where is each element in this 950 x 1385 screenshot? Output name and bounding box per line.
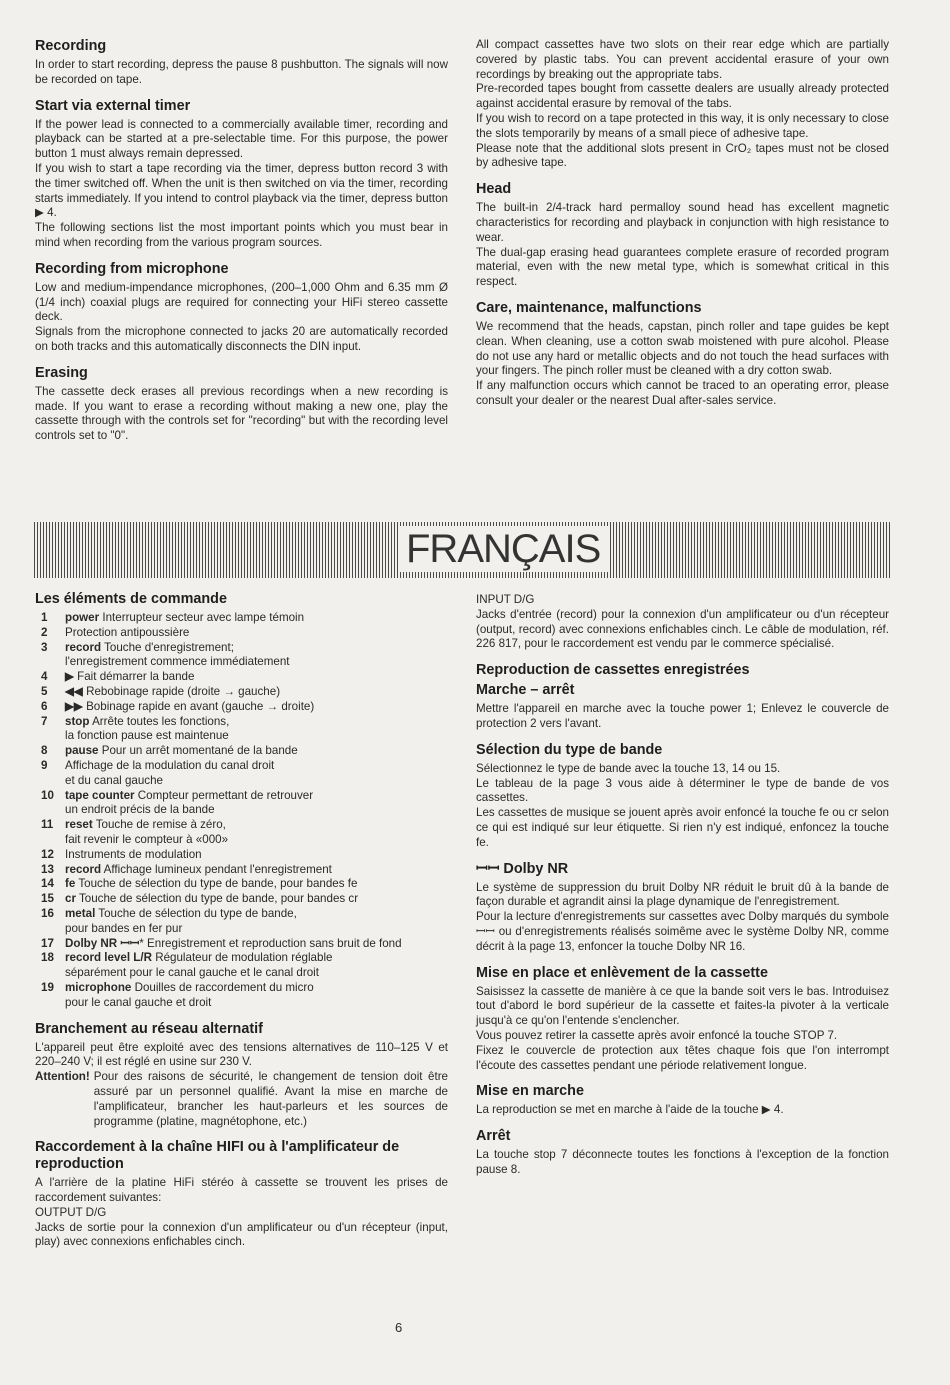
paragraph: INPUT D/G xyxy=(476,593,535,606)
paragraph: Mettre l'appareil en marche avec la touche power 1; Enlevez le couvercle de protection 2 vers l'avant. xyxy=(476,702,889,730)
control-desc: * Enregistrement et reproduction sans bruit de fond xyxy=(139,936,402,950)
controls-heading: Les éléments de commande xyxy=(35,591,227,607)
control-name: record level L/R xyxy=(65,951,152,965)
paragraph: The cassette deck erases all previous recordings when a new recording is made. If you want to erase a recording without making a new one, play the cassette through with the controls set for "recording" but with the recording level controls set to "0". xyxy=(35,384,448,443)
control-number: 8 xyxy=(41,744,48,758)
control-text xyxy=(65,892,448,907)
control-number: 6 xyxy=(41,699,48,713)
control-desc-cont: fait revenir le compteur à «000» xyxy=(65,832,229,846)
section-subheading: Marche – arrêt xyxy=(476,682,575,699)
control-text xyxy=(65,685,448,700)
paragraph: If any malfunction occurs which cannot be traced to an operating error, please consult your dealer or the nearest Dual after-sales service. xyxy=(476,379,889,407)
left-column-top xyxy=(35,38,448,454)
control-name: ▶▶ xyxy=(65,699,83,713)
control-name: fe xyxy=(65,877,76,891)
control-number: 1 xyxy=(41,611,48,624)
paragraph: Pre-recorded tapes bought from cassette dealers are usually already protected against accidental erasure by removal of the tabs. xyxy=(476,82,889,111)
control-number: 9 xyxy=(41,758,48,772)
section-heading: Mise en place et enlèvement de la cassette xyxy=(476,964,768,981)
section xyxy=(35,98,448,251)
paragraph: A l'arrière de la platine HiFi stéréo à cassette se trouvent les prises de raccordement suivantes: xyxy=(35,1176,448,1205)
control-number: 17 xyxy=(41,936,54,950)
control-item xyxy=(35,877,448,892)
control-text xyxy=(65,951,448,981)
section xyxy=(476,593,889,652)
control-name: reset xyxy=(65,818,93,832)
control-number: 10 xyxy=(41,788,54,802)
left-column-bottom xyxy=(35,591,448,1260)
attention-label: Attention! xyxy=(35,1070,90,1084)
control-name: Dolby NR ꟷꟷ xyxy=(65,936,140,950)
control-text xyxy=(65,848,448,863)
language-banner xyxy=(34,522,890,578)
control-text xyxy=(65,611,448,626)
control-name: record xyxy=(65,640,102,654)
control-name: metal xyxy=(65,906,96,920)
paragraph: If you wish to start a tape recording via the timer, depress button record 3 with the timer switched off. When the unit is then switched on via the timer, recording starts immediately. If you intend to control playback via the timer, depress button ▶ 4. xyxy=(35,161,448,220)
control-number: 13 xyxy=(41,862,54,876)
control-text xyxy=(65,670,448,685)
section-heading: Sélection du type de bande xyxy=(476,741,663,758)
control-item xyxy=(35,789,448,819)
control-item xyxy=(35,759,448,789)
control-text xyxy=(65,863,448,878)
paragraph: The built-in 2/4-track hard permalloy sound head has excellent magnetic characteristics for recording and playback in conjunction with high resistance to wear. xyxy=(476,201,889,244)
control-text xyxy=(65,981,448,1011)
control-desc: Touche de sélection du type de bande, pour bandes fe xyxy=(75,877,358,891)
control-desc: Pour un arrêt momentané de la bande xyxy=(98,744,298,758)
paragraph: If you wish to record on a tape protected in this way, it is only necessary to close the slots temporarily by means of a small piece of adhesive tape. xyxy=(476,111,889,140)
control-desc: Affichage de la modulation du canal droit xyxy=(65,758,275,772)
section-heading: Recording xyxy=(35,38,107,54)
control-name: cr xyxy=(65,892,76,906)
control-number: 16 xyxy=(41,906,54,920)
control-desc: Touche de sélection du type de bande, xyxy=(95,906,297,920)
paragraph: Pour la lecture d'enregistrements sur cassettes avec Dolby marqués du symbole ꟷꟷ ou d'enregistrements réalisés soimême avec le système Dolby NR, comme décrit à la page 13, enfoncer la touche Dolby NR 16. xyxy=(476,910,889,953)
control-item xyxy=(35,863,448,878)
paragraph: Please note that the additional slots present in CrO₂ tapes must not be closed by adhesive tape. xyxy=(476,141,889,170)
section xyxy=(476,965,889,1074)
paragraph: Saisissez la cassette de manière à ce que la bande soit vers le bas. Introduisez tout d'abord le bord supérieur de la cassette et faites-la pivoter à la verticale jusqu'à ce qu'on l'entende s'enclencher. xyxy=(476,984,889,1028)
control-text xyxy=(65,907,448,937)
attention-note xyxy=(35,1070,448,1129)
control-text xyxy=(65,818,448,848)
control-item xyxy=(35,744,448,759)
control-desc: Fait démarrer la bande xyxy=(73,670,195,684)
control-item xyxy=(35,907,448,937)
control-desc-cont: séparément pour le canal gauche et le canal droit xyxy=(65,966,319,980)
paragraph: Low and medium-impendance microphones, (200–1,000 Ohm and 6.35 mm Ø (1/4 inch) coaxial plugs are required for connecting your HiFi stereo cassette deck. xyxy=(35,280,448,324)
section xyxy=(35,261,448,355)
control-item xyxy=(35,937,448,952)
control-text xyxy=(65,744,448,759)
paragraph: OUTPUT D/G xyxy=(35,1205,107,1219)
control-item xyxy=(35,685,448,700)
section xyxy=(35,38,448,88)
paragraph: Vous pouvez retirer la cassette après avoir enfoncé la touche STOP 7. xyxy=(476,1028,838,1042)
section-heading: Start via external timer xyxy=(35,97,191,114)
control-desc: Interrupteur secteur avec lampe témoin xyxy=(99,611,305,624)
controls-list xyxy=(35,611,448,1011)
section xyxy=(476,181,889,290)
control-number: 5 xyxy=(41,684,48,698)
section xyxy=(476,1128,889,1178)
section-heading: Care, maintenance, malfunctions xyxy=(476,299,702,316)
paragraph: If the power lead is connected to a commercially available timer, recording and playback can be started at a pre-selectable time. For this purpose, the power button 1 must always remain depressed. xyxy=(35,117,448,161)
control-text xyxy=(65,759,448,789)
control-number: 2 xyxy=(41,625,48,639)
control-desc-cont: pour bandes en fer pur xyxy=(65,921,183,935)
control-name: microphone xyxy=(65,980,132,994)
control-desc: Touche d'enregistrement; xyxy=(101,640,234,654)
page-number: 6 xyxy=(395,1320,403,1335)
paragraph: Sélectionnez le type de bande avec la touche 13, 14 ou 15. xyxy=(476,761,781,775)
control-name: pause xyxy=(65,744,99,758)
paragraph: Jacks d'entrée (record) pour la connexion d'un amplificateur ou d'un récepteur (output, record) avec connexions enfichables cinch. Le câble de modulation, réf. 226 817, pour le raccordement est vendu par le commerce spécialisé. xyxy=(476,607,889,651)
control-item xyxy=(35,981,448,1011)
control-desc: Compteur permettant de retrouver xyxy=(134,788,314,802)
control-name: record xyxy=(65,862,102,876)
control-desc: Bobinage rapide en avant (gauche → droite) xyxy=(82,699,315,713)
control-desc-cont: un endroit précis de la bande xyxy=(65,803,215,817)
section xyxy=(476,300,889,409)
paragraph: Les cassettes de musique se jouent après avoir enfoncé la touche fe ou cr selon ce qui est indiqué sur leur étiquette. Si rien n'y est indiqué, enfoncez la touche fe. xyxy=(476,806,889,849)
control-desc: Arrête toutes les fonctions, xyxy=(89,714,230,728)
section-heading: Branchement au réseau alternatif xyxy=(35,1020,263,1037)
control-item xyxy=(35,892,448,907)
control-number: 12 xyxy=(41,847,54,861)
paragraph: Jacks de sortie pour la connexion d'un amplificateur ou d'un récepteur (input, play) avec connexions enfichables cinch. xyxy=(35,1220,448,1249)
control-number: 18 xyxy=(41,951,54,965)
control-text xyxy=(65,641,448,671)
section xyxy=(35,1021,448,1130)
section-heading: Arrêt xyxy=(476,1128,511,1145)
section-heading: Erasing xyxy=(35,364,88,381)
paragraph: Le système de suppression du bruit Dolby NR réduit le bruit dû à la bande de façon durable et agrandit ainsi la plage dynamique de l'enregistrement. xyxy=(476,880,889,909)
control-item xyxy=(35,715,448,745)
paragraph: The dual-gap erasing head guarantees complete erasure of recorded program material, even with the new metal type, which is somewhat critical in this respect. xyxy=(476,245,889,289)
control-item xyxy=(35,818,448,848)
control-desc: Rebobinage rapide (droite → gauche) xyxy=(82,684,281,698)
section-heading: Head xyxy=(476,181,512,198)
section xyxy=(476,861,889,955)
section xyxy=(476,38,889,171)
paragraph: L'appareil peut être exploité avec des tensions alternatives de 110–125 V et 220–240 V; il est réglé en usine sur 230 V. xyxy=(35,1040,448,1069)
paragraph: Le tableau de la page 3 vous aide à déterminer le type de bande de vos cassettes. xyxy=(476,776,889,805)
control-desc: Douilles de raccordement du micro xyxy=(131,980,314,994)
control-number: 15 xyxy=(41,892,54,906)
section-heading: ꟷꟷ Dolby NR xyxy=(476,860,569,877)
control-text xyxy=(65,877,448,892)
control-name: ▶ xyxy=(65,670,74,684)
control-text xyxy=(65,626,448,641)
control-desc: Affichage lumineux pendant l'enregistrement xyxy=(101,862,332,876)
control-item xyxy=(35,611,448,626)
control-number: 14 xyxy=(41,877,54,891)
banner-title: FRANÇAIS xyxy=(398,526,608,572)
control-item xyxy=(35,641,448,671)
paragraph: In order to start recording, depress the pause 8 pushbutton. The signals will now be recorded on tape. xyxy=(35,58,448,86)
section-heading: Recording from microphone xyxy=(35,260,229,277)
control-desc: Touche de remise à zéro, xyxy=(92,818,226,832)
control-text xyxy=(65,715,448,745)
control-number: 3 xyxy=(41,640,48,654)
section-heading: Mise en marche xyxy=(476,1083,584,1100)
control-number: 19 xyxy=(41,980,54,994)
section xyxy=(476,742,889,851)
control-item xyxy=(35,700,448,715)
section xyxy=(35,1139,448,1250)
control-desc: Régulateur de modulation réglable xyxy=(152,951,333,965)
control-desc: Instruments de modulation xyxy=(65,847,202,861)
control-desc-cont: pour le canal gauche et droit xyxy=(65,995,212,1009)
section xyxy=(476,1083,889,1118)
paragraph: We recommend that the heads, capstan, pinch roller and tape guides be kept clean. When cleaning, use a cotton swab moistened with pure alcohol. Please do not use any hard or metallic objects and do not touch the head surfaces with your fingers. The pinch roller must be cleaned with a dry cotton swab. xyxy=(476,319,889,378)
control-name: power xyxy=(65,611,100,624)
paragraph: La reproduction se met en marche à l'aide de la touche ▶ 4. xyxy=(476,1103,784,1117)
control-number: 11 xyxy=(41,818,54,832)
section xyxy=(35,365,448,444)
section xyxy=(476,662,889,732)
control-item xyxy=(35,848,448,863)
control-desc: Touche de sélection du type de bande, pour bandes cr xyxy=(75,892,359,906)
attention-text: Pour des raisons de sécurité, le changement de tension doit être assuré par un personnel qualifié. Avant la mise en marche de l'amplificateur, brancher les haut-parleurs et les sources de programme (platine, magnétophone, etc.) xyxy=(93,1070,448,1128)
control-name: stop xyxy=(65,714,90,728)
right-column-top xyxy=(476,38,889,419)
control-name: ◀◀ xyxy=(65,684,83,698)
control-desc-cont: l'enregistrement commence immédiatement xyxy=(65,655,290,669)
paragraph: La touche stop 7 déconnecte toutes les fonctions à l'exception de la fonction pause 8. xyxy=(476,1148,889,1176)
paragraph: Signals from the microphone connected to jacks 20 are automatically recorded on both tracks and this automatically disconnects the DIN input. xyxy=(35,325,448,353)
control-number: 4 xyxy=(41,670,48,684)
control-item xyxy=(35,951,448,981)
control-text xyxy=(65,937,448,952)
control-text xyxy=(65,700,448,715)
right-column-bottom xyxy=(476,593,889,1188)
control-number: 7 xyxy=(41,714,48,728)
section-heading: Reproduction de cassettes enregistrées xyxy=(476,662,750,679)
section-heading: Raccordement à la chaîne HIFI ou à l'amplificateur de reproduction xyxy=(35,1139,400,1173)
control-item xyxy=(35,670,448,685)
control-item xyxy=(35,626,448,641)
control-desc-cont: et du canal gauche xyxy=(65,773,163,787)
paragraph: Fixez le couvercle de protection aux têtes chaque fois que l'on interrompt l'écoute des cassettes pendant une période relativement longue. xyxy=(476,1043,889,1072)
paragraph: All compact cassettes have two slots on their rear edge which are partially covered by plastic tabs. You can prevent accidental erasure of your own recordings by breaking out the appropriate tabs. xyxy=(476,38,889,81)
control-desc-cont: la fonction pause est maintenue xyxy=(65,729,229,743)
control-text xyxy=(65,789,448,819)
control-desc: Protection antipoussière xyxy=(65,625,190,639)
paragraph: The following sections list the most important points which you must bear in mind when recording from the various program sources. xyxy=(35,221,448,249)
control-name: tape counter xyxy=(65,788,135,802)
